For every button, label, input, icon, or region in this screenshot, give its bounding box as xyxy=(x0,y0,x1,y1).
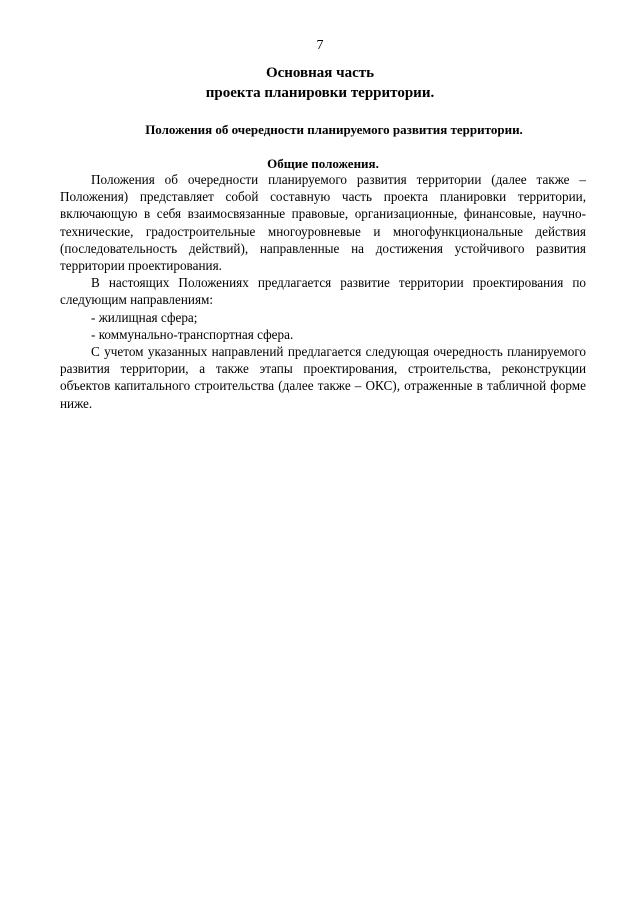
section-heading: Общие положения. xyxy=(267,156,379,171)
paragraph-2: В настоящих Положениях предлагается развитие территории проектирования по следующим направлениям: xyxy=(60,275,586,308)
title-line-2: проекта планировки территории. xyxy=(205,85,435,101)
document-subtitle: Положения об очередности планируемого развития территории. xyxy=(145,122,523,137)
paragraph-1: Положения об очередности планируемого развития территории (далее также – Положения) представляет собой составную часть проекта планировки территории, включающую в себя взаимосвязанные правовые, организационные, финансовые, научно-технические, градостроительные многоуровневые и многофункциональные действия (последовательность действий), направленные на достижения устойчивого развития территории проектирования. xyxy=(60,172,586,274)
list-item: - жилищная сфера; xyxy=(91,309,198,325)
section-body xyxy=(60,171,586,412)
paragraph-3: С учетом указанных направлений предлагается следующая очередность планируемого развития территории, а также этапы проектирования, строительства, реконструкции объектов капитального строительства (далее также – ОКС), отраженные в табличной форме ниже. xyxy=(60,344,586,411)
document-title xyxy=(0,63,640,103)
list-item: - коммунально-транспортная сфера. xyxy=(91,326,294,342)
page-number: 7 xyxy=(316,38,324,53)
title-line-1: Основная часть xyxy=(265,65,375,81)
